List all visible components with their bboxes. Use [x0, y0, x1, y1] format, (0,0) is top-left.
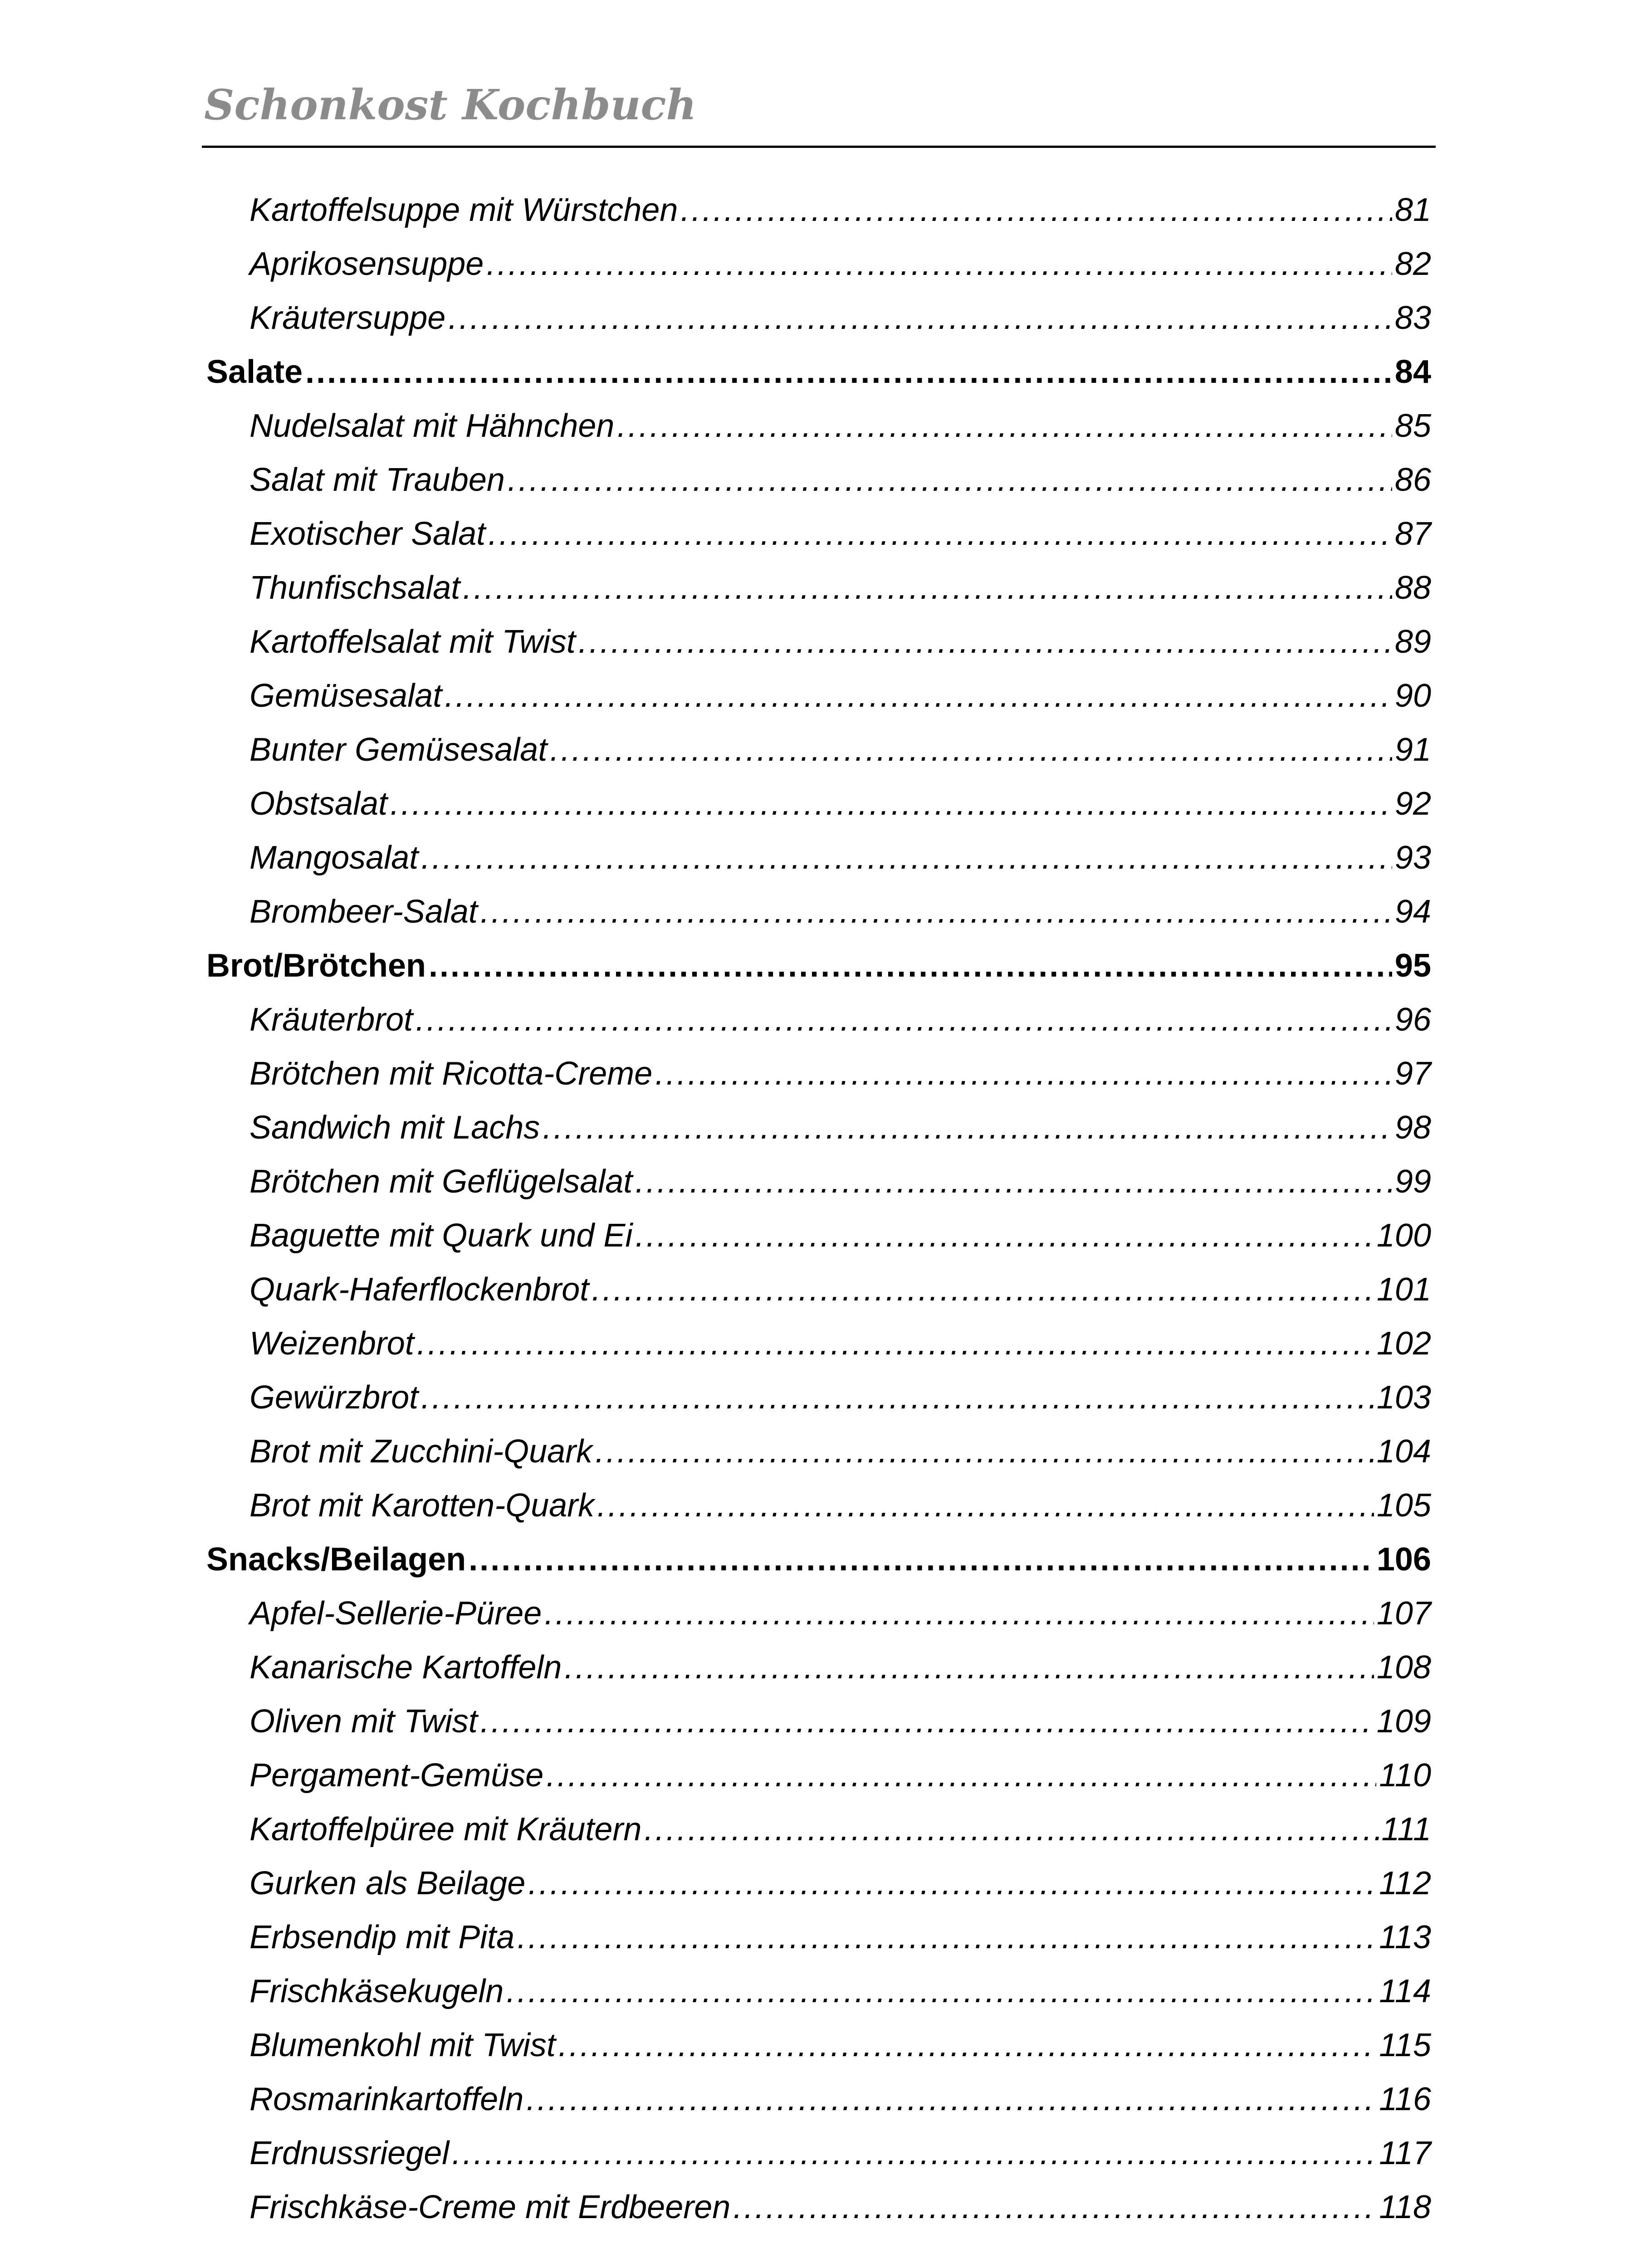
toc-recipe-entry[interactable] [206, 831, 1431, 885]
toc-entry-title: Apfel-Sellerie-Püree [249, 1595, 542, 1632]
toc-entry-title: Thunfischsalat [249, 570, 460, 606]
toc-recipe-entry[interactable] [206, 1803, 1431, 1857]
toc-entry-title: Kanarische Kartoffeln [249, 1649, 562, 1686]
toc-page-number: 101 [1376, 1271, 1431, 1308]
toc-page-number: 94 [1394, 894, 1431, 930]
toc-dot-leader [486, 237, 1392, 291]
toc-entry-title: Frischkäsekugeln [249, 1973, 504, 2009]
toc-page-number: 117 [1379, 2135, 1431, 2171]
toc-entry-title: Erbsendip mit Pita [249, 1919, 515, 1955]
header-rule [202, 146, 1436, 148]
toc-page-number: 111 [1381, 1811, 1431, 1848]
toc-page-number: 118 [1379, 2189, 1431, 2225]
toc-dot-leader [480, 885, 1392, 939]
toc-dot-leader [655, 1047, 1392, 1101]
toc-recipe-entry[interactable] [206, 723, 1431, 777]
toc-recipe-entry[interactable] [206, 1425, 1431, 1479]
toc-dot-leader [305, 345, 1392, 399]
toc-recipe-entry[interactable] [206, 2180, 1431, 2234]
toc-recipe-entry[interactable] [206, 1479, 1431, 1533]
toc-page-number: 84 [1394, 354, 1431, 390]
toc-dot-leader [564, 1641, 1374, 1695]
toc-entry-title: Brot/Brötchen [206, 948, 426, 984]
toc-recipe-entry[interactable] [206, 2072, 1431, 2126]
toc-recipe-entry[interactable] [206, 2019, 1431, 2072]
toc-dot-leader [617, 399, 1392, 453]
toc-recipe-entry[interactable] [206, 1641, 1431, 1695]
toc-dot-leader [578, 615, 1392, 669]
toc-dot-leader [558, 2019, 1376, 2072]
toc-dot-leader [544, 1587, 1374, 1641]
toc-entry-title: Salate [206, 354, 303, 390]
toc-dot-leader [445, 669, 1392, 723]
toc-entry-title: Kartoffelpüree mit Kräutern [249, 1811, 642, 1848]
toc-page-number: 108 [1376, 1649, 1431, 1686]
toc-dot-leader [543, 1101, 1392, 1155]
toc-entry-title: Exotischer Salat [249, 516, 486, 552]
toc-dot-leader [733, 2180, 1376, 2234]
toc-entry-title: Nudelsalat mit Hähnchen [249, 408, 615, 444]
toc-page-number: 109 [1376, 1703, 1431, 1740]
toc-entry-title: Kartoffelsuppe mit Würstchen [249, 192, 678, 228]
toc-page-number: 112 [1379, 1865, 1431, 1901]
toc-recipe-entry[interactable] [206, 1695, 1431, 1749]
toc-recipe-entry[interactable] [206, 1101, 1431, 1155]
toc-entry-title: Erdnussriegel [249, 2135, 450, 2171]
toc-recipe-entry[interactable] [206, 183, 1431, 237]
toc-recipe-entry[interactable] [206, 1857, 1431, 1911]
toc-entry-title: Rosmarinkartoffeln [249, 2081, 524, 2117]
toc-section-entry[interactable] [206, 345, 1431, 399]
toc-entry-title: Obstsalat [249, 786, 388, 822]
toc-page-number: 83 [1394, 300, 1431, 336]
toc-dot-leader [421, 1371, 1374, 1425]
toc-page-number: 92 [1394, 786, 1431, 822]
toc-recipe-entry[interactable] [206, 507, 1431, 561]
toc-dot-leader [508, 453, 1392, 507]
toc-entry-title: Brötchen mit Ricotta-Creme [249, 1056, 653, 1092]
toc-page-number: 100 [1376, 1217, 1431, 1254]
toc-page-number: 93 [1394, 840, 1431, 876]
toc-dot-leader [417, 1317, 1374, 1371]
running-header-title: Schonkost Kochbuch [204, 80, 697, 129]
toc-entry-title: Weizenbrot [249, 1325, 414, 1362]
toc-entry-title: Salat mit Trauben [249, 462, 505, 498]
toc-recipe-entry[interactable] [206, 291, 1431, 345]
toc-entry-title: Pergament-Gemüse [249, 1757, 544, 1794]
toc-page-number: 90 [1394, 678, 1431, 714]
toc-recipe-entry[interactable] [206, 1911, 1431, 1965]
toc-page-number: 81 [1394, 192, 1431, 228]
toc-dot-leader [597, 1479, 1374, 1533]
toc-entry-title: Blumenkohl mit Twist [249, 2027, 556, 2063]
toc-recipe-entry[interactable] [206, 1317, 1431, 1371]
toc-entry-title: Brötchen mit Geflügelsalat [249, 1163, 633, 1200]
toc-page-number: 106 [1376, 1541, 1431, 1578]
toc-entry-title: Aprikosensuppe [249, 246, 484, 282]
toc-page-number: 98 [1394, 1110, 1431, 1146]
toc-dot-leader [488, 507, 1392, 561]
toc-page-number: 86 [1394, 462, 1431, 498]
toc-recipe-entry[interactable] [206, 561, 1431, 615]
toc-recipe-entry[interactable] [206, 993, 1431, 1047]
toc-dot-leader [421, 831, 1392, 885]
toc-recipe-entry[interactable] [206, 1371, 1431, 1425]
toc-entry-title: Frischkäse-Creme mit Erdbeeren [249, 2189, 731, 2225]
toc-recipe-entry[interactable] [206, 453, 1431, 507]
toc-dot-leader [506, 1965, 1376, 2019]
toc-recipe-entry[interactable] [206, 237, 1431, 291]
toc-entry-title: Brombeer-Salat [249, 894, 478, 930]
toc-page-number: 105 [1376, 1487, 1431, 1524]
toc-recipe-entry[interactable] [206, 1965, 1431, 2019]
toc-dot-leader [592, 1263, 1374, 1317]
toc-entry-title: Oliven mit Twist [249, 1703, 478, 1740]
toc-dot-leader [416, 993, 1392, 1047]
toc-section-entry[interactable] [206, 1533, 1431, 1587]
toc-entry-title: Mangosalat [249, 840, 419, 876]
toc-entry-title: Gurken als Beilage [249, 1865, 526, 1901]
toc-recipe-entry[interactable] [206, 885, 1431, 939]
toc-recipe-entry[interactable] [206, 399, 1431, 453]
toc-recipe-entry[interactable] [206, 1587, 1431, 1641]
toc-entry-title: Brot mit Zucchini-Quark [249, 1433, 593, 1470]
toc-dot-leader [448, 291, 1392, 345]
toc-entry-title: Sandwich mit Lachs [249, 1110, 540, 1146]
toc-page-number: 116 [1379, 2081, 1431, 2117]
toc-page-number: 113 [1379, 1919, 1431, 1955]
toc-dot-leader [528, 1857, 1376, 1911]
toc-page-number: 107 [1376, 1595, 1431, 1632]
toc-dot-leader [595, 1425, 1374, 1479]
toc-dot-leader [635, 1209, 1374, 1263]
toc-dot-leader [550, 723, 1392, 777]
toc-dot-leader [517, 1911, 1376, 1965]
toc-recipe-entry[interactable] [206, 1209, 1431, 1263]
toc-page-number: 85 [1394, 408, 1431, 444]
toc-recipe-entry[interactable] [206, 1047, 1431, 1101]
toc-entry-title: Kartoffelsalat mit Twist [249, 624, 576, 660]
toc-entry-title: Snacks/Beilagen [206, 1541, 466, 1578]
toc-page-number: 87 [1394, 516, 1431, 552]
toc-dot-leader [644, 1803, 1379, 1857]
toc-dot-leader [680, 183, 1392, 237]
toc-dot-leader [390, 777, 1392, 831]
toc-dot-leader [480, 1695, 1374, 1749]
toc-dot-leader [635, 1155, 1392, 1209]
toc-entry-title: Brot mit Karotten-Quark [249, 1487, 595, 1524]
toc-page-number: 88 [1394, 570, 1431, 606]
toc-page-number: 103 [1376, 1379, 1431, 1416]
toc-page-number: 82 [1394, 246, 1431, 282]
toc-recipe-entry[interactable] [206, 777, 1431, 831]
toc-dot-leader [463, 561, 1392, 615]
toc-page-number: 99 [1394, 1163, 1431, 1200]
toc-recipe-entry[interactable] [206, 1155, 1431, 1209]
toc-section-entry[interactable] [206, 939, 1431, 993]
toc-recipe-entry[interactable] [206, 1749, 1431, 1803]
toc-dot-leader [452, 2126, 1376, 2180]
toc-page-number: 97 [1394, 1056, 1431, 1092]
toc-recipe-entry[interactable] [206, 2126, 1431, 2180]
toc-recipe-entry[interactable] [206, 615, 1431, 669]
toc-entry-title: Quark-Haferflockenbrot [249, 1271, 589, 1308]
toc-dot-leader [546, 1749, 1376, 1803]
toc-page-number: 114 [1379, 1973, 1431, 2009]
toc-dot-leader [429, 939, 1392, 993]
toc-page-number: 102 [1376, 1325, 1431, 1362]
toc-entry-title: Gemüsesalat [249, 678, 442, 714]
toc-entry-title: Gewürzbrot [249, 1379, 419, 1416]
toc-dot-leader [526, 2072, 1376, 2126]
toc-page-number: 89 [1394, 624, 1431, 660]
toc-page-number: 91 [1394, 732, 1431, 768]
toc-entry-title: Kräutersuppe [249, 300, 446, 336]
toc-page-number: 104 [1376, 1433, 1431, 1470]
toc-recipe-entry[interactable] [206, 669, 1431, 723]
toc-page-number: 115 [1379, 2027, 1431, 2063]
toc-entry-title: Kräuterbrot [249, 1002, 413, 1038]
toc-recipe-entry[interactable] [206, 1263, 1431, 1317]
toc-page-number: 110 [1379, 1757, 1431, 1794]
toc-dot-leader [469, 1533, 1374, 1587]
toc-page-number: 95 [1394, 948, 1431, 984]
toc-page-number: 96 [1394, 1002, 1431, 1038]
table-of-contents [206, 183, 1431, 2234]
toc-entry-title: Baguette mit Quark und Ei [249, 1217, 633, 1254]
toc-entry-title: Bunter Gemüsesalat [249, 732, 548, 768]
